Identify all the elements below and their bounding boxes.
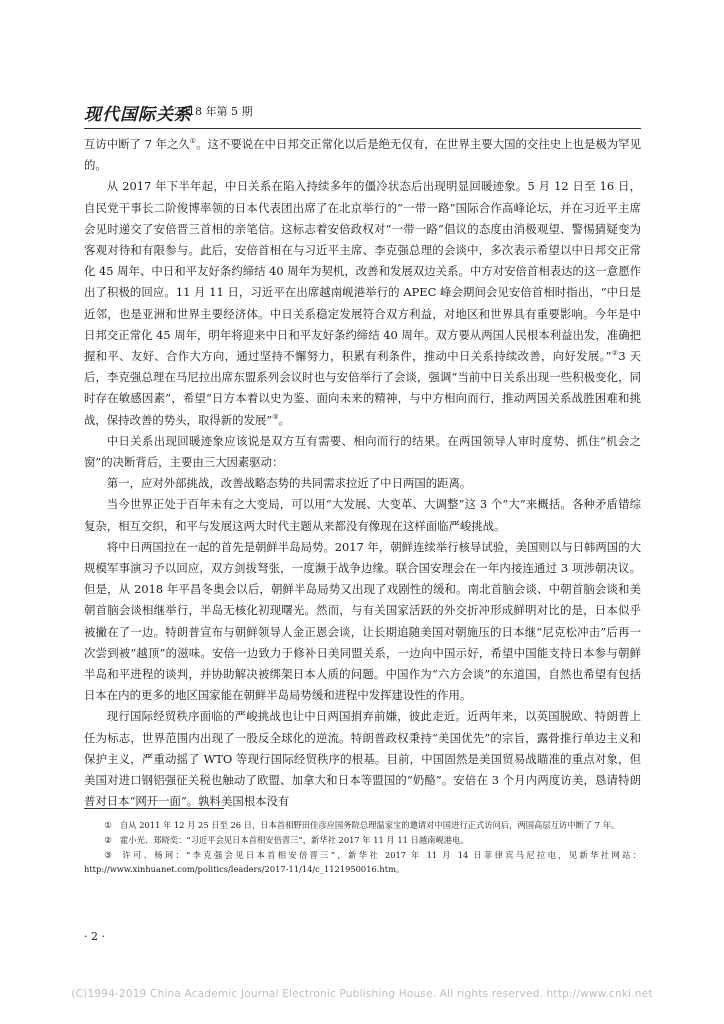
issue-label: 2018 年第 5 期 [174,105,253,118]
footnote: ③ 许可、杨珂：“李克强会见日本首相安倍晋三”，新华社 2017 年 11 月 14 日菲律宾马尼拉电，见新华社网站：http://www.xinhuanet.com/politics/leaders/2017-11/14/c_1121950016.htm。 [84,849,641,875]
footnote: ② 霍小光、郑晓奕：“习近平会见日本首相安倍晋三”，新华社 2017 年 11 月 11 日越南岘港电。 [84,833,641,848]
page-number: · 2 · [84,930,105,943]
paragraph: 中日关系出现回暖迹象应该说是双方互有需要、相向而行的结果。在两国领导人审时度势、抓住“机会之窗”的决断背后，主要由三大因素驱动： [84,433,641,470]
running-header [84,100,644,124]
paragraph: 现行国际经贸秩序面临的严峻挑战也让中日两国捐弃前嫌，彼此走近。近两年来，以英国脱欧、特朗普上任为标志，世界范围内出现了一股反全球化的逆流。特朗普政权秉持“美国优先”的宗旨，露骨推行单边主义和保护主义，严重动摇了 WTO 等现行国际经贸秩序的根基。目前，中国固然是美国贸易战瞄准的重点对象，但美国对进口钢铝强征关税也触动了欧盟、加拿大和日本等盟国的“奶酪”。安倍在 3 个月内两度访美，恳请特朗普对日本“网开一面”。孰料美国根本没有 [84,709,641,809]
header-rule [84,128,641,129]
footnote-mark: ① [104,820,112,830]
paragraph: 互访中断了 7 年之久①。这不要说在中日邦交正常化以后是绝无仅有，在世界主要大国的交往史上也是极为罕见的。 [84,137,641,173]
paragraph: 当今世界正处于百年未有之大变局，可以用“大发展、大变革、大调整”这 3 个“大”来概括。各种矛盾错综复杂，相互交织，和平与发展这两大时代主题从来都没有像现在这样面临严峻挑战。 [84,497,641,533]
footnote-mark: ② [104,834,112,845]
footnotes [84,818,641,877]
footnote-ref[interactable]: ① [189,137,197,146]
footnote-rule [84,808,224,809]
journal-name: 现代国际关系 [84,105,192,125]
article-body [84,134,641,813]
footnote-mark: ③ [104,849,112,860]
paragraph: 将中日两国拉在一起的首先是朝鲜半岛局势。2017 年，朝鲜连续举行核导试验，美国则以与日韩两国的大规模军事演习予以回应，双方剑拔弩张，一度濒于战争边缘。联合国安理会在一年内接连通过 3 项涉朝决议。但是，从 2018 年平昌冬奥会以后，朝鲜半岛局势又出现了戏剧性的缓和。南北首脑会谈、中朝首脑会谈和美朝首脑会谈相继举行，半岛无核化初现曙光。然而，与有关国家活跃的外交折冲形成鲜明对比的是，日本似乎被撇在了一边。特朗普宣布与朝鲜领导人金正恩会谈，让长期追随美国对朝施压的日本继“尼克松冲击”后再一次尝到被“越顶”的滋味。安倍一边致力于修补日美同盟关系，一边向中国示好，希望中国能支持日本参与朝鲜半岛和平进程的谈判，并协助解决被绑架日本人质的问题。中国作为“六方会谈”的东道国，自然也希望有包括日本在内的更多的地区国家能在朝鲜半岛局势缓和进程中发挥建设性的作用。 [84,539,641,703]
section-heading: 第一，应对外部挑战，改善战略态势的共同需求拉近了中日两国的距离。 [106,476,472,491]
footnote: ① 自从 2011 年 12 月 25 日至 26 日，日本首相野田佳彦应国务院总理温家宝的邀请对中国进行正式访问后，两国高层互访中断了 7 年。 [84,818,641,833]
copyright-watermark: (C)1994-2019 China Academic Journal Electronic Publishing House. All rights reserved. http://www.cnki.net [71,988,653,1000]
paragraph: 从 2017 年下半年起，中日关系在陷入持续多年的僵冷状态后出现明显回暖迹象。5 月 12 日至 16 日，自民党干事长二阶俊博率领的日本代表团出席了在北京举行的“一带一路”国际合作高峰论坛，并在习近平主席会见时递交了安倍晋三首相的亲笔信。这标志着安倍政权对“一带一路”倡议的态度由消极观望、警惕猜疑变为客观对待和有限参与。此后，安倍首相在与习近平主席、李克强总理的会谈中，多次表示希望以中日邦交正常化 45 周年、中日和平友好条约缔结 40 周年为契机，改善和发展双边关系。中方对安倍首相表达的这一意愿作出了积极的回应。11 月 11 日，习近平在出席越南岘港举行的 APEC 峰会期间会见安倍首相时指出，“中日是近邻，也是亚洲和世界主要经济体。中日关系稳定发展符合双方利益，对地区和世界具有重要影响。今年是中日邦交正常化 45 周年，明年将迎来中日和平友好条约缔结 40 周年。双方要从两国人民根本利益出发，准确把握和平、友好、合作大方向，通过坚持不懈努力，积累有利条件，推动中日关系持续改善，向好发展。”②3 天后，李克强总理在马尼拉出席东盟系列会议时也与安倍举行了会谈，强调“当前中日关系出现一些积极变化，同时存在敏感因素”，希望“日方本着以史为鉴、面向未来的精神，与中方相向而行，推动两国关系战胜困难和挑战，保持改善的势头，取得新的发展”③。 [84,179,641,427]
footnote-ref[interactable]: ③ [272,412,279,421]
footnote-ref[interactable]: ② [611,349,619,358]
